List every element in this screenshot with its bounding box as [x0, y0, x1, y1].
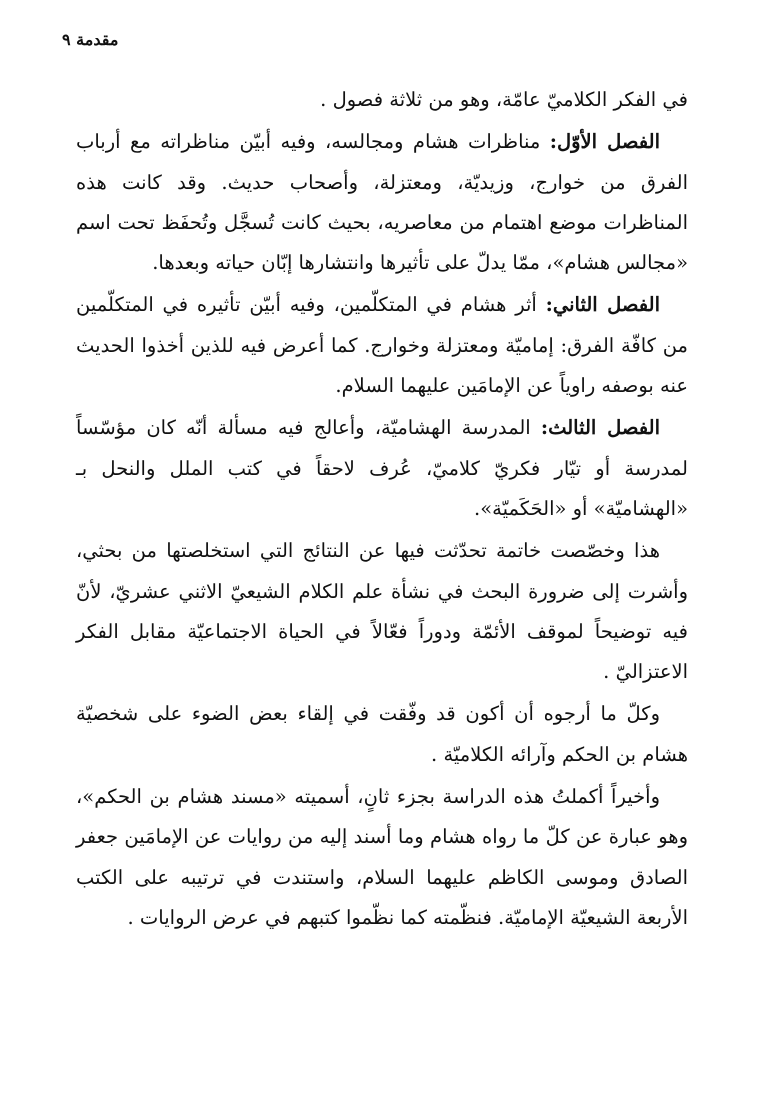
paragraph-intro-continuation [76, 80, 688, 120]
running-head [62, 30, 118, 49]
paragraph-text: هذا وخصّصت خاتمة تحدّثت فيها عن النتائج التي استخلصتها من بحثي، وأشرت إلى ضرورة البحث في نشأة علم الكلام الشيعيّ الاثني عشريّ، لأنّ فيه توضيحاً لموقف الأئمّة ودوراً فعّالاً في الحياة الاجتماعيّة مقابل الفكر الاعتزاليّ . [76, 539, 688, 684]
paragraph-second-volume [76, 777, 688, 938]
paragraph-text: وكلّ ما أرجوه أن أكون قد وفّقت في إلقاء بعض الضوء على شخصيّة هشام بن الحكم وآرائه الكلاميّة . [76, 702, 688, 766]
paragraph-conclusion [76, 531, 688, 692]
paragraph-chapter-3 [76, 408, 688, 529]
paragraph-text: أثر هشام في المتكلّمين، وفيه أبيّن تأثيره في المتكلّمين من كافّة الفرق: إماميّة ومعتزلة وخوارج. كما أعرض فيه للذين أخذوا الحديث عنه بوصفه راوياً عن الإمامَين عليهما السلام. [76, 293, 688, 398]
paragraph-text: وأخيراً أكملتُ هذه الدراسة بجزء ثانٍ، أسميته «مسند هشام بن الحكم»، وهو عبارة عن كلّ ما رواه هشام وما أسند إليه من روايات عن الإمامَين جعفر الصادق وموسى الكاظم عليهما السلام، واستندت في ترتيبه على الكتب الأربعة الشيعيّة الإماميّة. فنظّمته كما نظّموا كتبهم في عرض الروايات . [76, 785, 688, 929]
body-text [76, 80, 688, 938]
chapter-3-label: الفصل الثالث: [540, 416, 660, 440]
paragraph-text: مناظرات هشام ومجالسه، وفيه أبيّن مناظراته مع أرباب الفرق من خوارج، وزيديّة، ومعتزلة، وأصحاب حديث. وقد كانت هذه المناظرات موضع اهتمام من معاصريه، بحيث كانت تُسجَّل وتُحفَظ تحت اسم «مجالس هشام»، ممّا يدلّ على تأثيرها وانتشارها إبّان حياته وبعدها. [76, 130, 688, 275]
chapter-2-label: الفصل الثاني: [545, 293, 660, 317]
paragraph-chapter-2 [76, 285, 688, 406]
paragraph-chapter-1 [76, 122, 688, 283]
paragraph-text: المدرسة الهشاميّة، وأعالج فيه مسألة أنّه كان مؤسّساً لمدرسة أو تيّار فكريّ كلاميّ، عُرف لاحقاً في كتب الملل والنحل بـ «الهشاميّة» أو «الحَكَميّة». [76, 416, 688, 520]
running-title: مقدمة [76, 30, 119, 49]
paragraph-hope [76, 694, 688, 775]
chapter-1-label: الفصل الأوّل: [549, 130, 661, 154]
paragraph-text: في الفكر الكلاميّ عامّة، وهو من ثلاثة فصول . [320, 88, 688, 111]
page-number: ٩ [62, 30, 71, 49]
